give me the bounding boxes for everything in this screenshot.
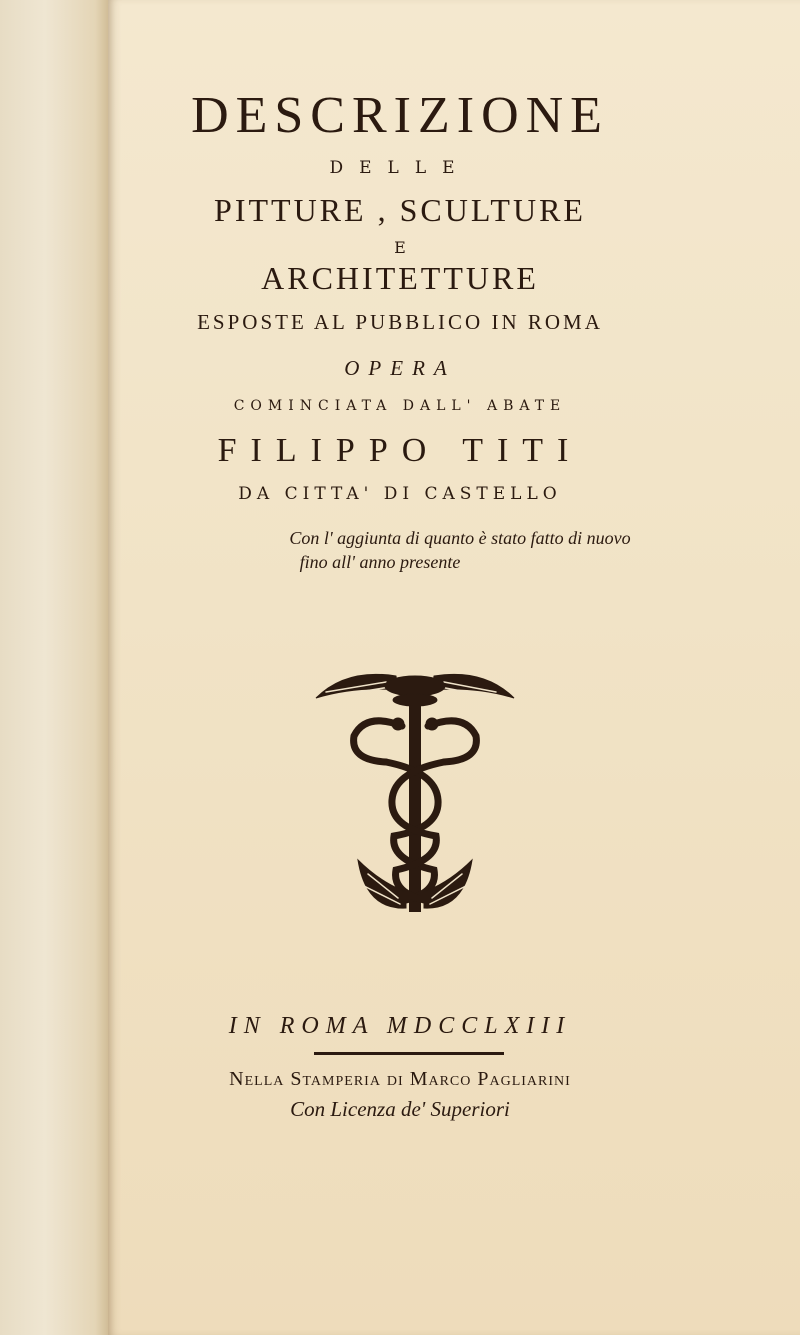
imprint-license: Con Licenza de' Superiori — [290, 1097, 510, 1121]
author-name: FILIPPO TITI — [217, 432, 583, 469]
imprint-place-date: IN ROMA MDCCLXIII — [228, 1013, 572, 1039]
title-pitture-sculture: PITTURE , SCULTURE — [214, 192, 586, 228]
addition-note-line2: fino all' anno presente — [299, 552, 461, 572]
title-esposte: ESPOSTE AL PUBBLICO IN ROMA — [197, 310, 603, 334]
title-architetture: ARCHITETTURE — [261, 260, 539, 296]
caduceus-icon — [306, 660, 524, 925]
title-delle: DELLE — [329, 158, 471, 178]
author-origin: DA CITTA' DI CASTELLO — [238, 484, 562, 504]
book-title: DESCRIZIONE — [191, 87, 609, 144]
opera-label: OPERA — [344, 356, 456, 380]
title-conjunction: E — [394, 238, 406, 257]
imprint-rule — [314, 1052, 504, 1055]
imprint-printer: Nella Stamperia di Marco Pagliarini — [229, 1068, 571, 1090]
cominciata-line: COMINCIATA DALL' ABATE — [233, 398, 567, 414]
addition-note-line1: Con l' aggiunta di quanto è stato fatto di nuovo — [289, 528, 631, 548]
